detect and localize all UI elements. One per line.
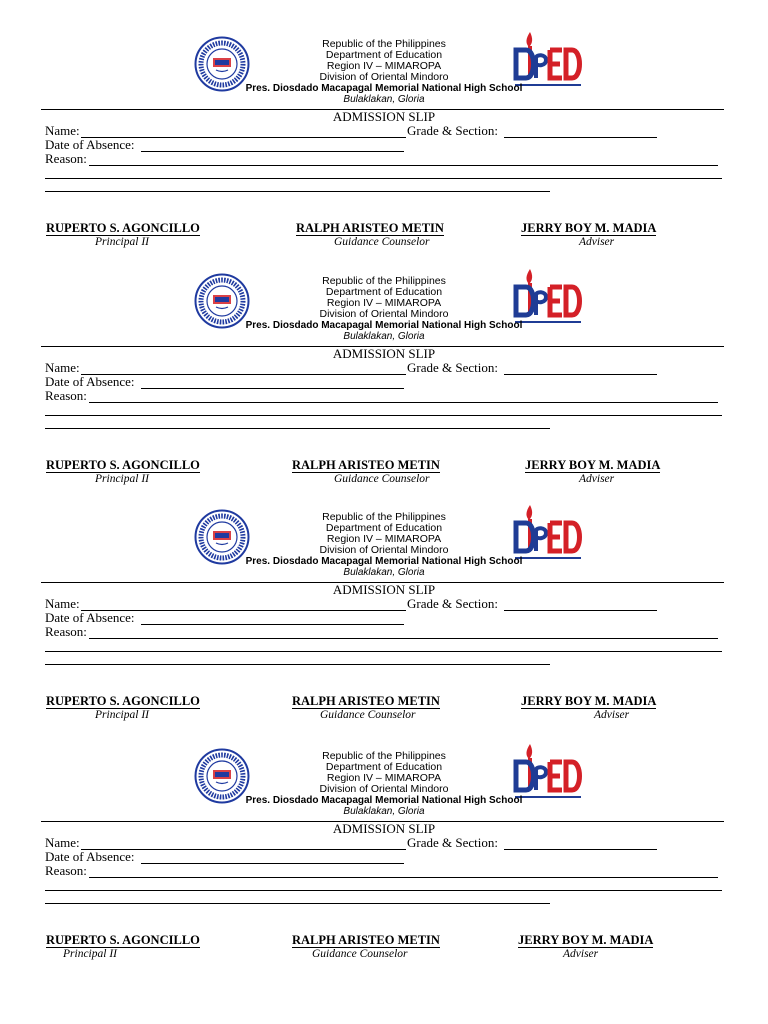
header-region: Region IV – MIMAROPA xyxy=(326,772,442,784)
header-division: Division of Oriental Mindoro xyxy=(319,308,449,320)
date-absence-field[interactable] xyxy=(141,863,404,864)
header-department: Department of Education xyxy=(325,761,443,773)
reason-line-2[interactable] xyxy=(45,178,722,179)
reason-line-2[interactable] xyxy=(45,415,722,416)
reason-label: Reason: xyxy=(45,863,87,878)
reason-label: Reason: xyxy=(45,624,87,639)
header-department: Department of Education xyxy=(325,522,443,534)
grade-section-label: Grade & Section: xyxy=(407,835,498,850)
reason-label: Reason: xyxy=(45,151,87,166)
header-department: Department of Education xyxy=(325,49,443,61)
reason-field[interactable] xyxy=(89,165,718,166)
admission-slip xyxy=(0,267,768,504)
header-region: Region IV – MIMAROPA xyxy=(326,533,442,545)
slip-header xyxy=(0,503,768,581)
signatory-principal-name: RUPERTO S. AGONCILLO xyxy=(46,694,200,708)
grade-section-field[interactable] xyxy=(504,374,657,375)
slip-title: ADMISSION SLIP xyxy=(332,109,436,124)
signatory-adviser-role: Adviser xyxy=(594,709,630,721)
reason-label: Reason: xyxy=(45,388,87,403)
signatory-counselor-name: RALPH ARISTEO METIN xyxy=(292,458,440,472)
header-location: Bulaklakan, Gloria xyxy=(343,331,425,342)
name-label: Name: xyxy=(45,596,80,611)
date-absence-field[interactable] xyxy=(141,624,404,625)
name-label: Name: xyxy=(45,360,80,375)
header-division: Division of Oriental Mindoro xyxy=(319,783,449,795)
signatory-counselor-role: Guidance Counselor xyxy=(312,948,408,960)
date-absence-field[interactable] xyxy=(141,388,404,389)
header-region: Region IV – MIMAROPA xyxy=(326,297,442,309)
signatory-adviser-role: Adviser xyxy=(563,948,599,960)
signatory-adviser-name: JERRY BOY M. MADIA xyxy=(518,933,654,947)
signatory-principal-role: Principal II xyxy=(95,473,149,485)
reason-field[interactable] xyxy=(89,402,718,403)
grade-section-field[interactable] xyxy=(504,849,657,850)
reason-field[interactable] xyxy=(89,638,718,639)
signatory-counselor-name: RALPH ARISTEO METIN xyxy=(296,221,444,235)
header-school-name: Pres. Diosdado Macapagal Memorial National High School xyxy=(245,320,523,331)
reason-line-3[interactable] xyxy=(45,428,550,429)
grade-section-label: Grade & Section: xyxy=(407,596,498,611)
signatory-principal-role: Principal II xyxy=(63,948,117,960)
slip-title: ADMISSION SLIP xyxy=(332,346,436,361)
signatory-principal-name: RUPERTO S. AGONCILLO xyxy=(46,458,200,472)
reason-line-3[interactable] xyxy=(45,903,550,904)
reason-line-2[interactable] xyxy=(45,890,722,891)
header-country: Republic of the Philippines xyxy=(322,750,446,762)
name-label: Name: xyxy=(45,835,80,850)
reason-line-2[interactable] xyxy=(45,651,722,652)
header-country: Republic of the Philippines xyxy=(322,38,446,50)
grade-section-label: Grade & Section: xyxy=(407,360,498,375)
signatory-principal-name: RUPERTO S. AGONCILLO xyxy=(46,933,200,947)
admission-slip xyxy=(0,503,768,740)
header-location: Bulaklakan, Gloria xyxy=(343,567,425,578)
slip-title: ADMISSION SLIP xyxy=(332,821,436,836)
header-school-name: Pres. Diosdado Macapagal Memorial National High School xyxy=(245,83,523,94)
grade-section-label: Grade & Section: xyxy=(407,123,498,138)
signatory-principal-role: Principal II xyxy=(95,236,149,248)
date-absence-label: Date of Absence: xyxy=(45,849,135,864)
admission-slip xyxy=(0,30,768,267)
signatory-counselor-name: RALPH ARISTEO METIN xyxy=(292,694,440,708)
header-division: Division of Oriental Mindoro xyxy=(319,544,449,556)
date-absence-field[interactable] xyxy=(141,151,404,152)
signatory-adviser-name: JERRY BOY M. MADIA xyxy=(521,221,657,235)
header-location: Bulaklakan, Gloria xyxy=(343,94,425,105)
signatory-counselor-role: Guidance Counselor xyxy=(334,236,430,248)
header-region: Region IV – MIMAROPA xyxy=(326,60,442,72)
header-country: Republic of the Philippines xyxy=(322,511,446,523)
header-country: Republic of the Philippines xyxy=(322,275,446,287)
slip-header xyxy=(0,30,768,108)
reason-line-3[interactable] xyxy=(45,664,550,665)
signatory-counselor-role: Guidance Counselor xyxy=(334,473,430,485)
signatory-counselor-name: RALPH ARISTEO METIN xyxy=(292,933,440,947)
header-division: Division of Oriental Mindoro xyxy=(319,71,449,83)
header-location: Bulaklakan, Gloria xyxy=(343,806,425,817)
signatory-adviser-name: JERRY BOY M. MADIA xyxy=(525,458,661,472)
signatory-adviser-role: Adviser xyxy=(579,473,615,485)
header-school-name: Pres. Diosdado Macapagal Memorial National High School xyxy=(245,795,523,806)
grade-section-field[interactable] xyxy=(504,610,657,611)
signatory-adviser-name: JERRY BOY M. MADIA xyxy=(521,694,657,708)
slip-header xyxy=(0,742,768,820)
signatory-counselor-role: Guidance Counselor xyxy=(320,709,416,721)
header-department: Department of Education xyxy=(325,286,443,298)
name-label: Name: xyxy=(45,123,80,138)
signatory-principal-role: Principal II xyxy=(95,709,149,721)
date-absence-label: Date of Absence: xyxy=(45,374,135,389)
date-absence-label: Date of Absence: xyxy=(45,610,135,625)
header-school-name: Pres. Diosdado Macapagal Memorial National High School xyxy=(245,556,523,567)
slip-title: ADMISSION SLIP xyxy=(332,582,436,597)
reason-line-3[interactable] xyxy=(45,191,550,192)
signatory-adviser-role: Adviser xyxy=(579,236,615,248)
date-absence-label: Date of Absence: xyxy=(45,137,135,152)
reason-field[interactable] xyxy=(89,877,718,878)
slip-header xyxy=(0,267,768,345)
admission-slip xyxy=(0,742,768,979)
signatory-principal-name: RUPERTO S. AGONCILLO xyxy=(46,221,200,235)
grade-section-field[interactable] xyxy=(504,137,657,138)
